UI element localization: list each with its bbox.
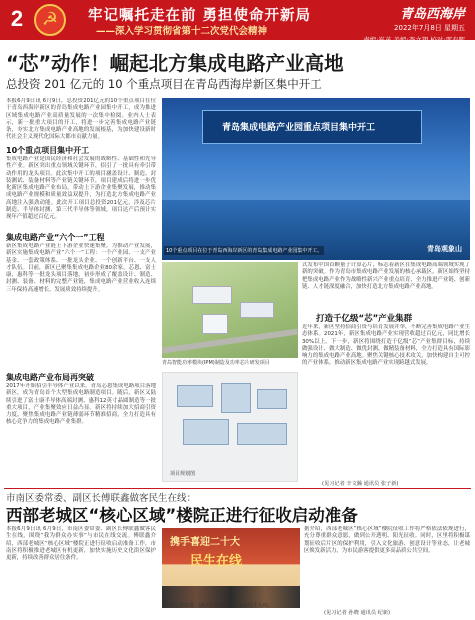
story2-col3-text: 据介绍，西部老城区“核心区域”楼院征收工作将严格依法依规进行，充分尊重群众意愿，做到公开透明、阳光征收。同时，区里将积极谋划征收后片区的保护利用，引入文化旅游、创意设计等业态，让老城区焕发新活力，为市民游客提供更多高品质公共空间。 xyxy=(304,526,470,554)
ceremony-screen-text: 青岛集成电路产业园重点项目集中开工 xyxy=(222,123,376,133)
story1-box-text: 式发布中国首颗量子计算芯片，标志着新区在集成电路高端领域实现了新的突破。作为青岛市集成电路产业发展的核心承载区，新区始终坚持把集成电路产业作为战略性新兴产业重点培育，全力推进产业链、创新链、人才链深度融合，加快打造北方集成电路产业高地。 xyxy=(302,262,470,290)
story1-section1-text: 集成电路产业是国民经济和社会发展的战略性、基础性和先导性产业。新区突出重点领域关键环节，招引了一批具有牵引带动作用的龙头项目。此次集中开工的项目涵盖设计、制造、封装测试、装备材料等产业链关键环节，项目建成后将进一步优化新区集成电路产业布局，带动上下游企业集聚发展，推动集成电路产业规模和质量效益双提升，为打造北方集成电路产业高地注入强劲动能。此次开工项目总投资201亿元，涉及芯片制造、半导体封测、第三代半导体等领域，项目达产后预计实现年产值超过百亿元。 xyxy=(6,156,156,221)
story1-author: (见习记者 辛文瀚 通讯员 张子新) xyxy=(322,481,399,487)
issue-date: 2022年7月8日 星期五 xyxy=(394,24,465,32)
photo-logo: 青岛观象山 xyxy=(427,245,462,253)
story1-lead: 本报6月9日讯 6月9日，总投资201亿元的10个重点项目在位于青岛西海岸新区的青岛集成电路产业园集中开工，成为推进区域集成电路产业高质量发展的一次集中检阅。业内人士表示，新一批重大项目的开工，将进一步完善集成电路产业链条，夯实北方集成电路产业高地的发展根基，为加快建设新时代社会主义现代化国际大都市贡献力量。 xyxy=(6,98,156,141)
photo2-banner-title: 民生在线 xyxy=(190,554,243,569)
story1-section2-title: 集成电路产业“六个一”工程 xyxy=(6,233,105,242)
story1-section3-text: 2017年开始招引半导体产业以来，青岛芯恩集成电路项目落地新区，成为青岛首个大型集成电路制造项目。随后，新区又陆续引进了富士康半导体高端封测、惠科12英寸晶圆制造等一批重大项目，产业集聚效应日益凸显。新区将持续加大招商引资力度，聚焦集成电路产业链薄弱环节精准招商，全力打造具有核心竞争力的集成电路产业集群。 xyxy=(6,383,156,426)
story2-kicker: 市南区委常委、副区长傅联鑫做客民生在线： xyxy=(6,493,197,504)
story-divider xyxy=(4,488,471,489)
party-emblem-icon: ☭ xyxy=(34,4,66,36)
story1-section2-text: 新区集成电路产业链上下游企业快速集聚。为推动产业发展，新区实施集成电路产业“六个一”工程：一个产业园、一支产业基金、一套政策体系、一批龙头企业、一个创新平台、一支人才队伍。目前，新区已聚集集成电路企业80余家，芯恩、富士康、惠科等一批龙头项目落地，初步形成了覆盖设计、制造、封测、装备、材料的完整产业链，集成电路产业营业收入连续三年保持高速增长，发展质效持续提升。 xyxy=(6,243,156,293)
page-number: 2 xyxy=(10,6,24,31)
story1-subhead: 总投资 201 亿元的 10 个重点项目在青岛西海岸新区集中开工 xyxy=(6,77,322,91)
forum-photo xyxy=(162,528,300,608)
plan-photo xyxy=(162,372,298,482)
slogan-line2: ——深入学习贯彻省第十二次党代会精神 xyxy=(96,26,268,37)
photo2-banner-text: 携手喜迎二十大 xyxy=(170,537,240,548)
paper-info xyxy=(363,3,465,44)
render-caption: 青岛智能功率模块(IPM)制造及功率芯片研发项目 xyxy=(162,360,270,366)
story2-headline: 西部老城区“核心区域”楼院正进行征收启动准备 xyxy=(6,506,358,525)
photo1-caption: 10个重点项目在位于青岛西海岸新区的青岛集成电路产业园集中开工。 xyxy=(166,248,323,254)
story1-headline: “芯”动作！崛起北方集成电路产业高地 xyxy=(6,52,344,75)
story2-author: (见习记者 孙晓 通讯员 纪新) xyxy=(324,610,391,616)
slogan-line1: 牢记嘱托走在前 勇担使命开新局 xyxy=(88,8,312,24)
story1-section4-text: 近年来，新区坚持招商引资与培育发展并举，不断完善集成电路产业生态体系。2021年，新区集成电路产业实现营收超过百亿元，同比增长30%以上。下一步，新区将围绕打造千亿级“芯”产业集群目标，持续做强设计、做大制造、做优封测、做精装备材料，全力打造具有国际影响力的集成电路产业高地。聚焦关键核心技术攻关，加快构建自主可控的产业体系，推动新区集成电路产业实现跨越式发展。 xyxy=(302,324,470,367)
render-photo xyxy=(162,262,298,358)
story1-section1-title: 10个重点项目集中开工 xyxy=(6,146,90,155)
editors: 责编:崔英 美编:李文翔 校对:邵春晖 xyxy=(363,36,465,44)
paper-name: 青岛西海岸 xyxy=(399,6,465,21)
story1-section4-title: 打造千亿级“芯”产业集群 xyxy=(316,314,413,324)
photo2-caption: 市南区委常委、副区长傅联鑫(左)做客民生在线。 xyxy=(164,603,273,609)
masthead-banner xyxy=(0,0,475,44)
story1-section3-title: 集成电路产业布局再突破 xyxy=(6,373,94,382)
plan-caption: 项目规划图 xyxy=(170,471,196,477)
story2-lead: 本报6月9日讯 6月9日，市南区委常委、副区长傅联鑫做客民生在线，围绕“我为群众办实事”与市民在线交流。傅联鑫介绍，西部老城区“核心区域”楼院正进行征收启动准备工作，市南区将积极推进老城区有机更新，加快实施历史文化街区保护更新，持续改善群众居住条件。 xyxy=(6,526,156,562)
ceremony-photo xyxy=(162,98,470,260)
